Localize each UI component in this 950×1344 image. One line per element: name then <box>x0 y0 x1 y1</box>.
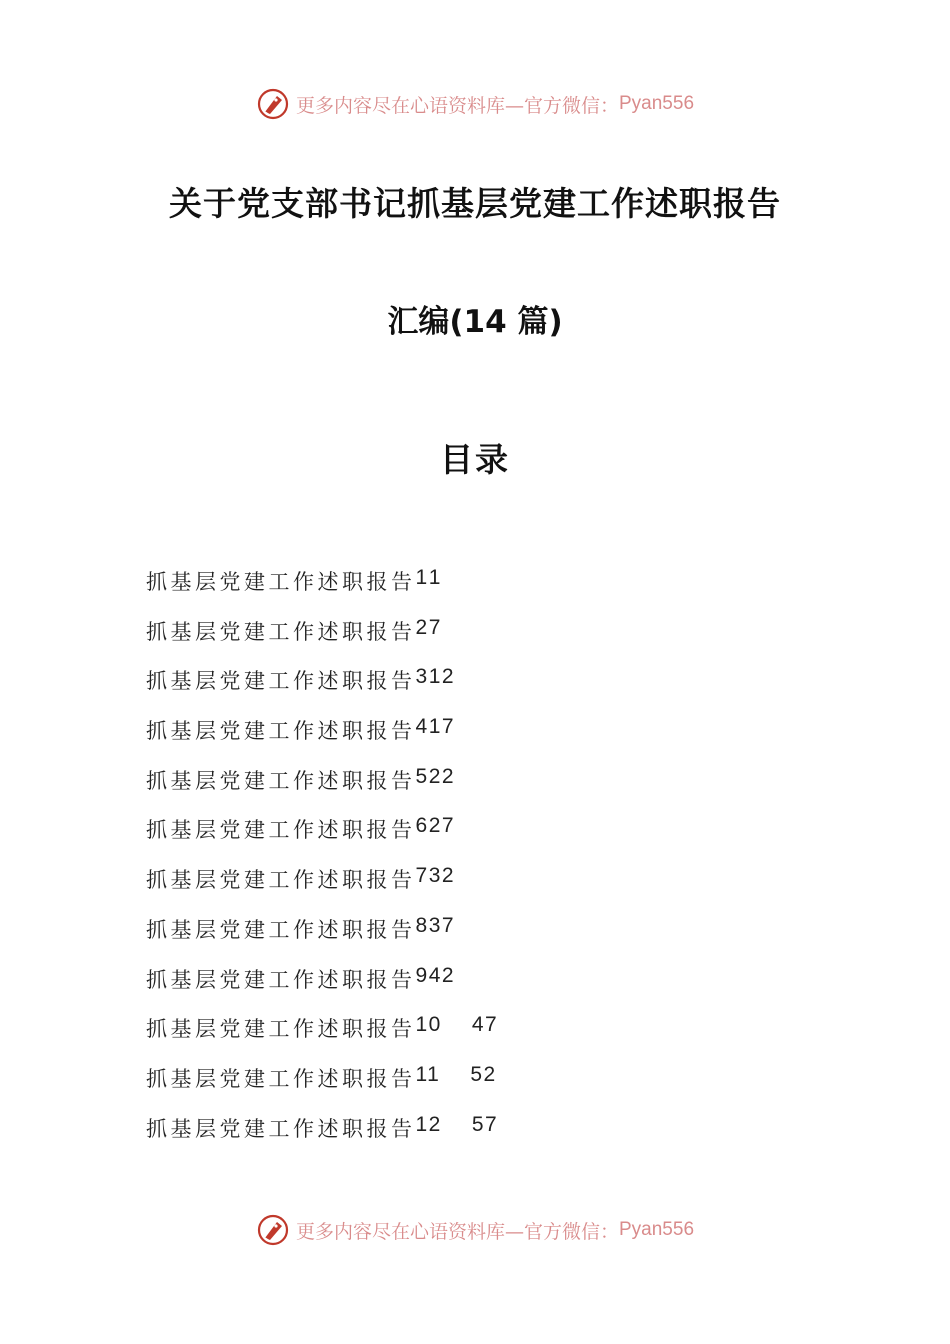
banner-text: 更多内容尽在心语资料库—官方微信： <box>295 1220 619 1243</box>
toc-item-title: 抓基层党建工作述职报告 <box>146 868 416 893</box>
toc-item[interactable] <box>146 665 746 715</box>
toc-item[interactable] <box>146 1113 746 1163</box>
toc-heading: 目录 <box>440 440 510 479</box>
footer-banner <box>0 1210 950 1250</box>
toc-item-index: 3 <box>415 665 429 689</box>
toc-item-index: 11 <box>415 1062 441 1086</box>
toc-item-index: 10 <box>415 1013 442 1037</box>
header-banner <box>0 84 950 124</box>
toc-item-page: 37 <box>428 913 456 937</box>
toc-item-index: 8 <box>415 913 429 937</box>
toc-item[interactable] <box>146 616 746 666</box>
toc-item-page: 52 <box>470 1062 497 1086</box>
table-of-contents <box>146 566 746 1162</box>
toc-item-index: 1 <box>415 566 429 589</box>
toc-item-page: 17 <box>428 715 456 739</box>
toc-item-page: 42 <box>428 963 456 987</box>
toc-item-index: 12 <box>415 1112 442 1136</box>
pen-nib-logo-icon <box>256 1213 290 1247</box>
banner-wechat-handle: Pyan556 <box>619 93 695 114</box>
toc-item-page: 57 <box>471 1112 499 1136</box>
banner-text: 更多内容尽在心语资料库—官方微信： <box>295 94 619 117</box>
toc-item-page: 22 <box>428 764 456 788</box>
toc-item-title: 抓基层党建工作述职报告 <box>146 719 416 744</box>
toc-item-title: 抓基层党建工作述职报告 <box>146 570 416 594</box>
toc-item-index: 6 <box>415 814 429 838</box>
pen-nib-logo-icon <box>256 87 290 121</box>
toc-item-title: 抓基层党建工作述职报告 <box>146 917 416 942</box>
toc-item-title: 抓基层党建工作述职报告 <box>146 1017 416 1042</box>
toc-item-title: 抓基层党建工作述职报告 <box>146 967 416 992</box>
toc-item[interactable] <box>146 914 746 964</box>
toc-item-index: 5 <box>415 764 429 788</box>
toc-item-title: 抓基层党建工作述职报告 <box>146 619 416 644</box>
toc-item-page: 7 <box>428 615 442 639</box>
toc-item[interactable] <box>146 814 746 864</box>
toc-item[interactable] <box>146 964 746 1014</box>
toc-item-title: 抓基层党建工作述职报告 <box>146 818 416 843</box>
toc-item-index: 4 <box>415 715 429 739</box>
toc-item[interactable] <box>146 765 746 815</box>
toc-item[interactable] <box>146 715 746 765</box>
document-title: 关于党支部书记抓基层党建工作述职报告 <box>169 184 781 223</box>
toc-item-index: 9 <box>415 963 429 987</box>
toc-item-page: 47 <box>471 1013 499 1037</box>
toc-item-index: 2 <box>415 615 429 639</box>
toc-item-index: 7 <box>415 864 429 888</box>
toc-item[interactable] <box>146 566 746 616</box>
toc-item[interactable] <box>146 1013 746 1063</box>
toc-item-title: 抓基层党建工作述职报告 <box>146 768 416 793</box>
toc-item-page: 1 <box>428 566 442 589</box>
banner-wechat-handle: Pyan556 <box>619 1219 695 1240</box>
toc-item-page: 32 <box>428 864 456 888</box>
toc-item[interactable] <box>146 1063 746 1113</box>
toc-item[interactable] <box>146 864 746 914</box>
toc-item-title: 抓基层党建工作述职报告 <box>146 669 416 694</box>
toc-item-title: 抓基层党建工作述职报告 <box>146 1066 416 1091</box>
toc-item-title: 抓基层党建工作述职报告 <box>146 1116 416 1141</box>
toc-item-page: 12 <box>428 665 456 689</box>
document-subtitle: 汇编(14 篇) <box>387 304 563 340</box>
toc-item-page: 27 <box>428 814 456 838</box>
